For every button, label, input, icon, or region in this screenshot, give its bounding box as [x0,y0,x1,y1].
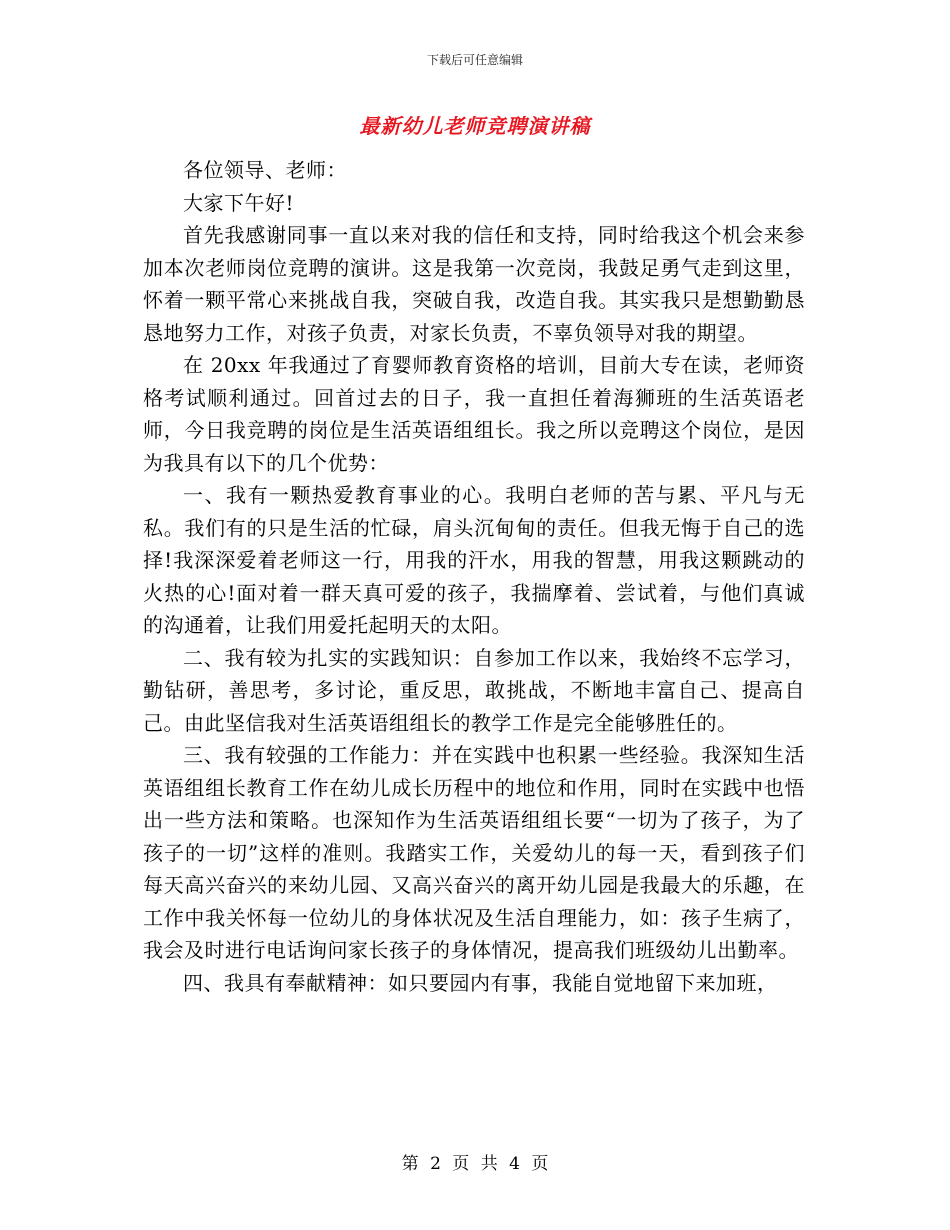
page-number: 第 2 页 共 4 页 [401,1154,549,1174]
paragraph-salutation: 大家下午好! [183,190,295,215]
document-title: 最新幼儿老师竞聘演讲稿 [359,114,591,138]
document-body [143,154,805,999]
paragraph-background: 在 20xx 年我通过了育婴师教育资格的培训，目前大专在读，老师资格考试顺利通过。回首过去的日子，我一直担任着海狮班的生活英语老师，今日我竞聘的岗位是生活英语组组长。我之所以竞聘这个岗位，是因为我具有以下的几个优势： [143,353,805,475]
paragraph-advantage-4: 四、我具有奉献精神：如只要园内有事，我能自觉地留下来加班， [183,970,778,995]
paragraph-greeting: 各位领导、老师： [183,158,347,182]
paragraph-intro: 首先我感谢同事一直以来对我的信任和支持，同时给我这个机会来参加本次老师岗位竞聘的演讲。这是我第一次竞岗，我鼓足勇气走到这里，怀着一颗平常心来挑战自我，突破自我，改造自我。其实我只是想勤勤恳恳地努力工作，对孩子负责，对家长负责，不辜负领导对我的期望。 [143,223,805,345]
paragraph-advantage-1: 一、我有一颗热爱教育事业的心。我明白老师的苦与累、平凡与无私。我们有的只是生活的忙碌，肩头沉甸甸的责任。但我无悔于自己的选择!我深深爱着老师这一行，用我的汗水，用我的智慧，用我这颗跳动的火热的心!面对着一群天真可爱的孩子，我揣摩着、尝试着，与他们真诚的沟通着，让我们用爱托起明天的太阳。 [143,483,805,637]
header-note: 下载后可任意编辑 [426,53,523,67]
paragraph-advantage-3: 三、我有较强的工作能力：并在实践中也积累一些经验。我深知生活英语组组长教育工作在幼儿成长历程中的地位和作用，同时在实践中也悟出一些方法和策略。也深知作为生活英语组组长要“一切为了孩子，为了孩子的一切”这样的准则。我踏实工作，关爱幼儿的每一天，看到孩子们每天高兴奋兴的来幼儿园、又高兴奋兴的离开幼儿园是我最大的乐趣，在工作中我关怀每一位幼儿的身体状况及生活自理能力，如：孩子生病了，我会及时进行电话询问家长孩子的身体情况，提高我们班级幼儿出勤率。 [143,743,805,962]
paragraph-advantage-2: 二、我有较为扎实的实践知识：自参加工作以来，我始终不忘学习，勤钻研，善思考，多讨论，重反思，敢挑战，不断地丰富自己、提高自己。由此坚信我对生活英语组组长的教学工作是完全能够胜任的。 [143,645,805,735]
